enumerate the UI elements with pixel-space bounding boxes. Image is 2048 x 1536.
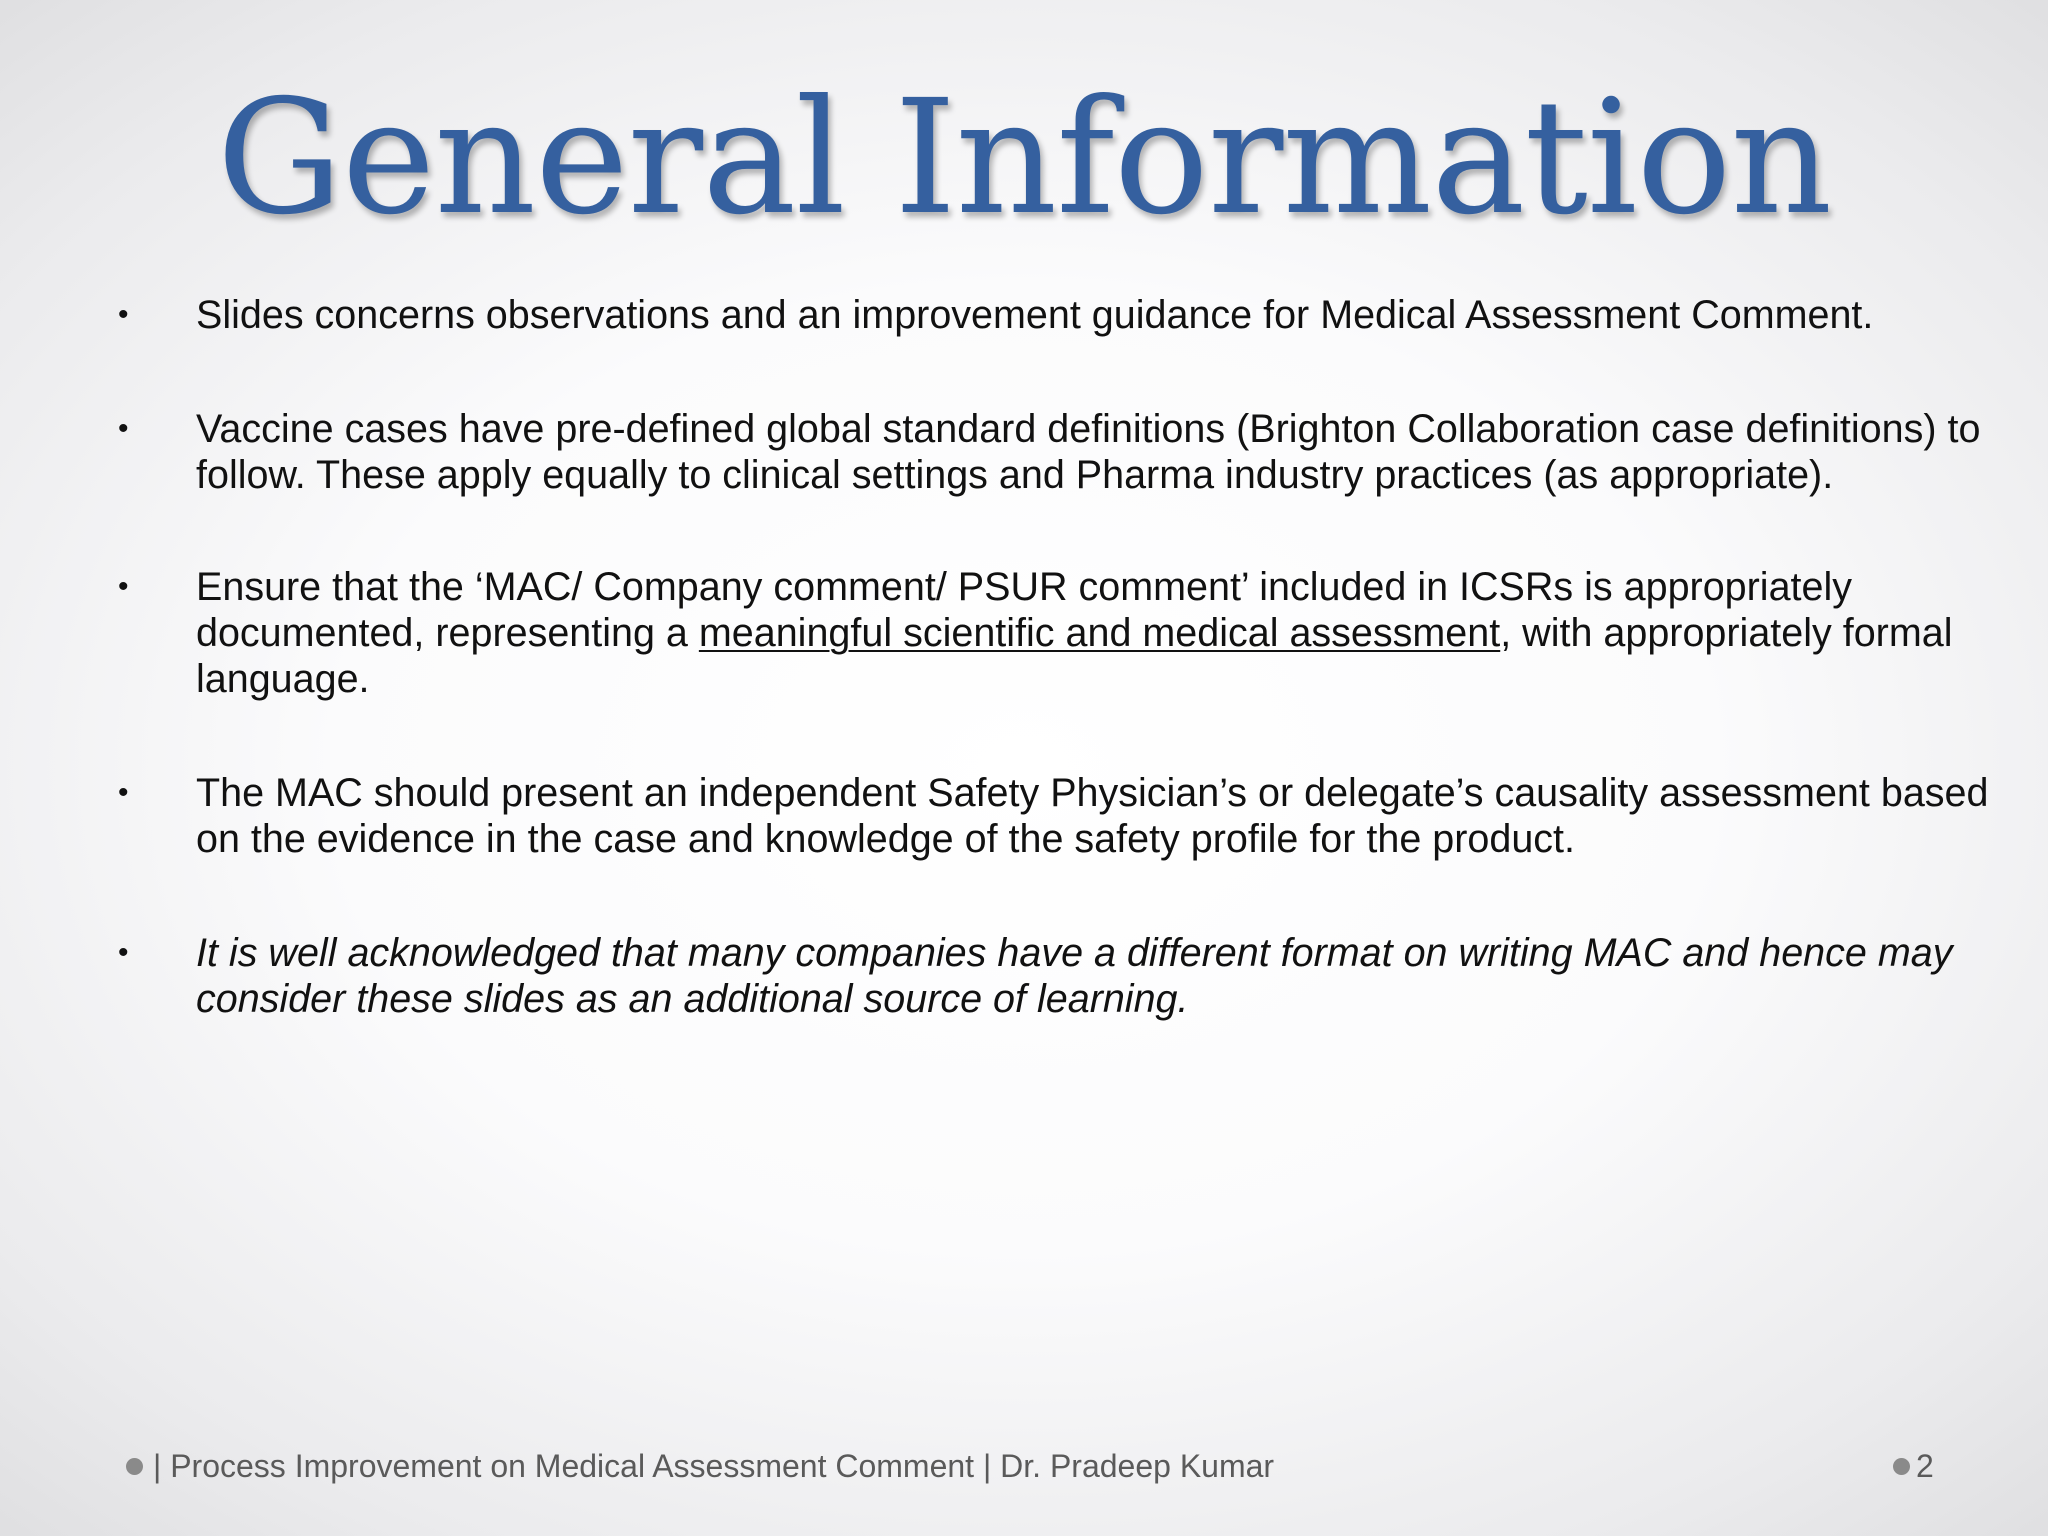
bullet-icon: • xyxy=(118,776,129,809)
slide-footer xyxy=(126,1446,1274,1486)
bullet-text: Slides concerns observations and an improvement guidance for Medical Assessment Comment. xyxy=(196,293,1874,337)
bullet-item xyxy=(118,406,1998,498)
page-circle-icon xyxy=(1893,1458,1910,1475)
bullet-list xyxy=(118,292,1998,1022)
underlined-emphasis: meaningful scientific and medical assessment xyxy=(698,611,1501,655)
bullet-item xyxy=(118,930,1998,1022)
bullet-icon: • xyxy=(118,570,129,603)
bullet-text-italic: It is well acknowledged that many companies have a different format on writing MAC and hence may consider these slides as an additional source of learning. xyxy=(196,931,1953,1021)
bullet-item xyxy=(118,292,1998,338)
footer-text: | Process Improvement on Medical Assessment Comment | Dr. Pradeep Kumar xyxy=(153,1447,1275,1484)
page-number xyxy=(1893,1446,1934,1486)
slide-title: General Information xyxy=(216,66,1832,250)
bullet-text: The MAC should present an independent Safety Physician’s or delegate’s causality assessment based on the evidence in the case and knowledge of the safety profile for the product. xyxy=(196,771,1989,861)
bullet-text: Vaccine cases have pre-defined global standard definitions (Brighton Collaboration case definitions) to follow. These apply equally to clinical settings and Pharma industry practices (as appropriate). xyxy=(196,407,1981,497)
bullet-text-after: , with appropriately formal language. xyxy=(196,611,1953,701)
bullet-icon: • xyxy=(118,412,129,445)
bullet-icon: • xyxy=(118,936,129,969)
page-number-text: 2 xyxy=(1916,1447,1934,1484)
bullet-item xyxy=(118,770,1998,862)
bullet-text-before: Ensure that the ‘MAC/ Company comment/ PSUR comment’ included in ICSRs is appropriately documented, representing a xyxy=(196,565,1853,655)
bullet-icon: • xyxy=(118,298,129,331)
footer-circle-icon xyxy=(126,1458,143,1475)
bullet-item xyxy=(118,564,1998,702)
